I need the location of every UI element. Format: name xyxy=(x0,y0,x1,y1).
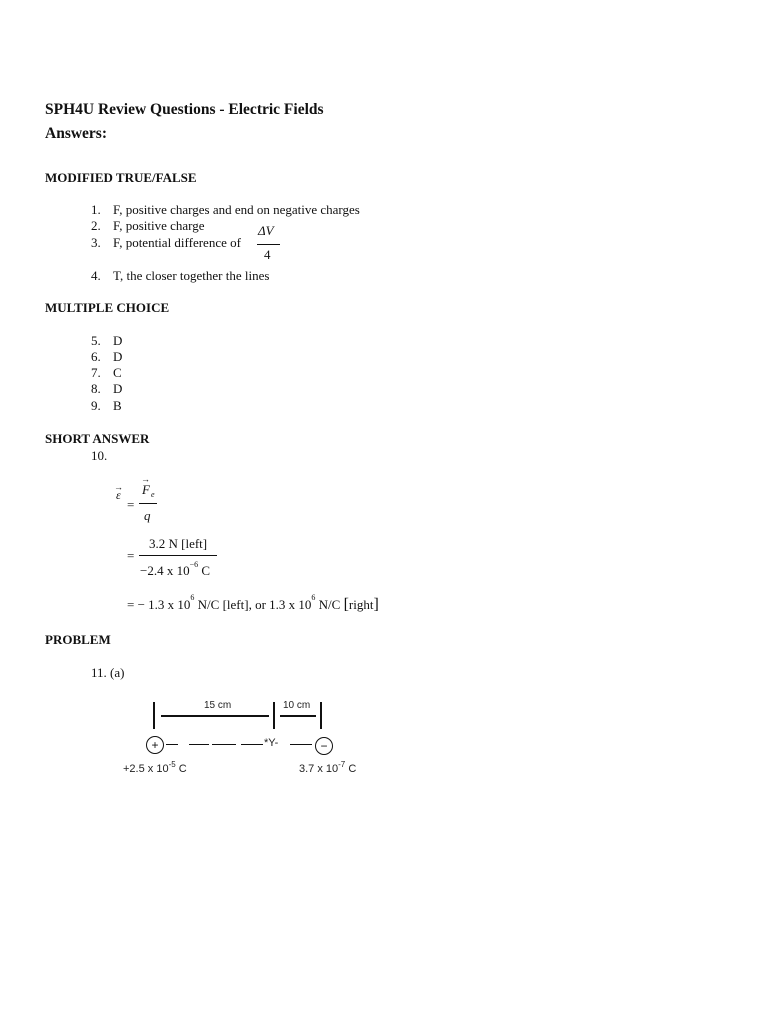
answer-letter: B xyxy=(113,398,122,413)
section-heading-problem: PROBLEM xyxy=(45,632,111,647)
answers-heading: Answers: xyxy=(45,125,107,142)
equals-sign: = xyxy=(127,497,135,512)
document-title: SPH4U Review Questions - Electric Fields xyxy=(45,101,324,118)
distance-label-10cm: 10 cm xyxy=(283,700,311,711)
equals-sign: = xyxy=(127,548,135,563)
charge-label-negative: 3.7 x $10^{-7}$ C xyxy=(299,760,357,775)
dash-segment xyxy=(166,744,178,745)
item-number: 5. xyxy=(91,333,101,348)
fraction-denominator: −2.4 x $10^{-6}$ C xyxy=(140,560,211,578)
charge-symbol: q xyxy=(144,508,151,523)
item-number: 4. xyxy=(91,268,101,283)
dash-segment xyxy=(241,744,263,745)
right-marker-line xyxy=(320,702,322,729)
equation-result: = − 1.3 x $10^6$ N/C [left], or 1.3 x $10^6$ N/C [right] xyxy=(127,593,379,613)
section-heading-true-false: MODIFIED TRUE/FALSE xyxy=(45,170,197,185)
dash-segment xyxy=(189,744,209,745)
force-subscript: e xyxy=(151,490,155,499)
left-marker-line xyxy=(153,702,155,729)
item-number: 2. xyxy=(91,218,101,233)
answer-letter: C xyxy=(113,365,122,380)
vector-arrow-icon: → xyxy=(141,474,150,484)
vector-arrow-icon: → xyxy=(114,482,123,492)
fraction-bar xyxy=(139,555,217,556)
answer-letter: D xyxy=(113,349,123,364)
section-heading-multiple-choice: MULTIPLE CHOICE xyxy=(45,300,170,315)
answer-letter: D xyxy=(113,333,123,348)
item-number: 3. xyxy=(91,235,101,250)
item-text: F, positive charge xyxy=(113,218,205,233)
section-heading-short-answer: SHORT ANSWER xyxy=(45,431,150,446)
item-number: 6. xyxy=(91,349,101,364)
fraction-denominator: 4 xyxy=(264,247,271,262)
distance-line-10cm xyxy=(280,715,316,717)
item-text: F, potential difference of xyxy=(113,235,241,250)
item-text: T, the closer together the lines xyxy=(113,268,270,283)
force-symbol: F xyxy=(142,482,150,497)
fraction-numerator: 3.2 N [left] xyxy=(149,536,208,551)
dash-segment xyxy=(212,744,236,745)
middle-marker-line xyxy=(273,702,275,729)
point-y-label: *Y- xyxy=(264,737,279,749)
distance-label-15cm: 15 cm xyxy=(204,700,232,711)
field-symbol: ε xyxy=(116,488,121,502)
fraction-bar xyxy=(139,503,157,504)
question-number: 11. (a) xyxy=(91,665,125,680)
answer-letter: D xyxy=(113,381,123,396)
item-number: 7. xyxy=(91,365,101,380)
negative-charge-icon: − xyxy=(315,737,333,755)
item-number: 1. xyxy=(91,202,101,217)
item-number: 9. xyxy=(91,398,101,413)
question-number: 10. xyxy=(91,448,108,463)
distance-line-15cm xyxy=(161,715,269,717)
fraction-numerator: ΔV xyxy=(258,223,274,238)
fraction-bar xyxy=(257,244,280,245)
positive-charge-icon: + xyxy=(146,736,164,754)
dash-segment xyxy=(290,744,312,745)
charge-label-positive: +2.5 x $10^{-5}$ C xyxy=(123,760,187,775)
item-text: F, positive charges and end on negative charges xyxy=(113,202,360,217)
item-number: 8. xyxy=(91,381,101,396)
